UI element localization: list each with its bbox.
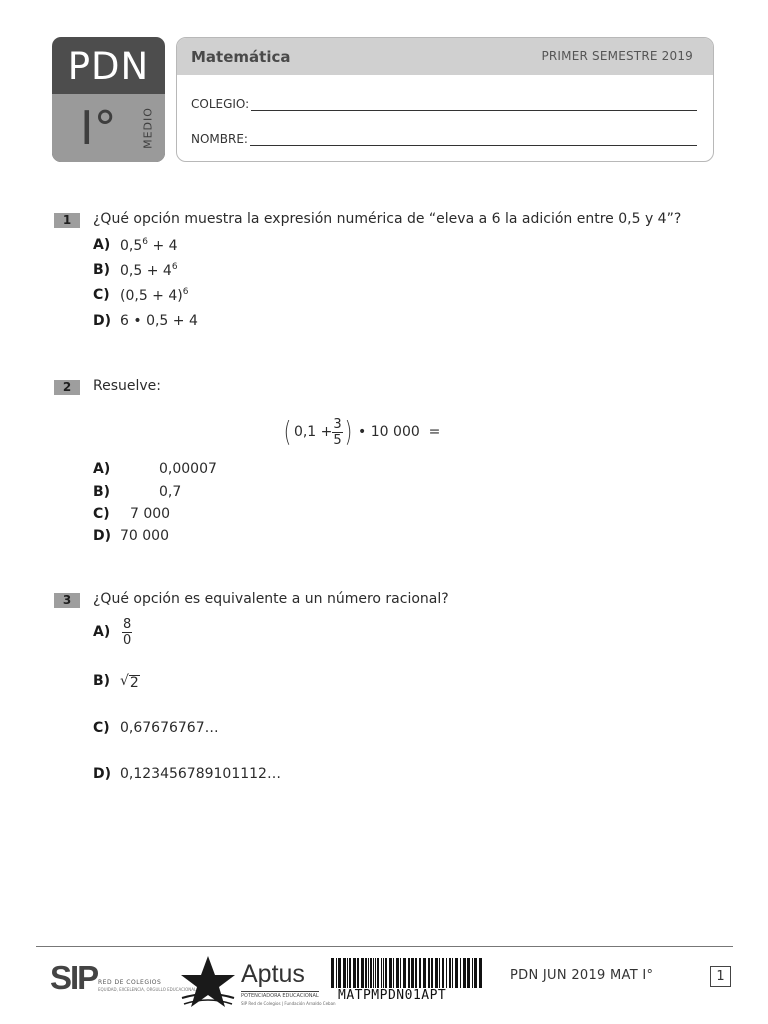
option-base: (0,5 + 4) <box>120 288 183 304</box>
aptus-subline: SIP Red de Colegios | Fundación Arnaldo Ceban <box>241 1001 336 1006</box>
barcode-stripe <box>393 958 394 988</box>
expression-rest: • 10 000 = <box>353 424 441 440</box>
grade-label: I° <box>80 101 117 155</box>
pdn-badge-level <box>52 94 165 162</box>
barcode-stripe <box>365 958 367 988</box>
barcode-stripe <box>331 958 334 988</box>
star-icon <box>178 954 238 1012</box>
barcode-stripe <box>396 958 399 988</box>
question-number-3: 3 <box>54 593 80 608</box>
semester-label: PRIMER SEMESTRE 2019 <box>541 49 693 63</box>
radical-sign: √ <box>120 673 129 689</box>
barcode-stripe <box>449 958 451 988</box>
barcode-stripe <box>343 958 346 988</box>
fraction-denominator: 0 <box>123 633 132 648</box>
barcode <box>330 958 484 988</box>
sip-logo-text: SIP <box>50 959 98 996</box>
level-label: MEDIO <box>141 107 155 149</box>
barcode-stripe <box>403 958 406 988</box>
option-letter: B) <box>93 484 111 500</box>
barcode-stripe <box>411 958 414 988</box>
q2-expression <box>282 412 440 452</box>
option-body: 0,67676767… <box>120 720 219 736</box>
option-letter: C) <box>93 287 110 303</box>
close-paren: ) <box>344 415 352 448</box>
option-letter: C) <box>93 506 110 522</box>
pdn-badge-title: PDN <box>67 45 150 88</box>
option-base: 0,5 <box>120 238 143 254</box>
barcode-stripe <box>423 958 426 988</box>
option-rest: + 4 <box>148 238 178 254</box>
option-body: 6 • 0,5 + 4 <box>120 313 198 329</box>
option-fraction <box>122 618 132 647</box>
barcode-stripe <box>361 958 364 988</box>
square-root <box>120 673 140 691</box>
option-body: 7 000 <box>130 506 171 522</box>
barcode-stripe <box>463 958 466 988</box>
barcode-stripe <box>400 958 401 988</box>
expression-term: 0,1 + <box>293 424 333 440</box>
option-body: 0,00007 <box>159 461 217 477</box>
barcode-stripe <box>419 958 421 988</box>
option-exponent: 6 <box>182 287 189 297</box>
option-exponent: 6 <box>171 262 178 272</box>
nombre-line[interactable] <box>250 134 697 146</box>
subject-title: Matemática <box>191 48 291 66</box>
option-exponent: 6 <box>142 237 148 247</box>
barcode-stripe <box>439 958 440 988</box>
barcode-stripe <box>389 958 392 988</box>
question-text-1: ¿Qué opción muestra la expresión numérica de “eleva a 6 la adición entre 0,5 y 4”? <box>93 211 682 227</box>
aptus-logo <box>178 954 336 1012</box>
barcode-stripe <box>442 958 444 988</box>
question-text-3: ¿Qué opción es equivalente a un número racional? <box>93 591 449 607</box>
option-letter: D) <box>93 766 112 782</box>
sip-subline: EQUIDAD, EXCELENCIA, ORGULLO EDUCACIONAL <box>98 987 197 992</box>
option-body <box>120 237 178 254</box>
option-letter: A) <box>93 461 111 477</box>
footer-divider <box>36 946 733 947</box>
barcode-stripe <box>375 958 376 988</box>
option-letter: B) <box>93 262 111 278</box>
barcode-stripe <box>357 958 359 988</box>
option-letter: D) <box>93 528 112 544</box>
option-letter: A) <box>93 237 111 253</box>
barcode-stripe <box>474 958 477 988</box>
option-letter: D) <box>93 313 112 329</box>
student-info-card <box>176 37 714 162</box>
info-card-header <box>177 38 713 75</box>
barcode-stripe <box>373 958 374 988</box>
fraction-numerator: 8 <box>123 617 132 632</box>
pdn-badge <box>52 37 165 162</box>
colegio-field[interactable] <box>191 93 697 111</box>
barcode-stripe <box>455 958 458 988</box>
barcode-stripe <box>446 958 447 988</box>
barcode-stripe <box>353 958 356 988</box>
nombre-label: NOMBRE: <box>191 132 248 146</box>
barcode-stripe <box>460 958 461 988</box>
barcode-stripe <box>347 958 348 988</box>
question-number-2: 2 <box>54 380 80 395</box>
barcode-text: MATPMPDN01APT <box>338 988 447 1003</box>
fraction-numerator: 3 <box>333 416 342 432</box>
barcode-stripe <box>428 958 430 988</box>
option-letter: C) <box>93 720 110 736</box>
colegio-label: COLEGIO: <box>191 97 250 111</box>
barcode-stripe <box>381 958 382 988</box>
barcode-stripe <box>431 958 433 988</box>
barcode-stripe <box>472 958 473 988</box>
barcode-stripe <box>452 958 453 988</box>
aptus-tagline: POTENCIADORA EDUCACIONAL <box>241 993 319 999</box>
barcode-stripe <box>370 958 372 988</box>
sip-tagline: RED DE COLEGIOS <box>98 979 162 986</box>
nombre-field[interactable] <box>191 128 697 146</box>
barcode-stripe <box>336 958 337 988</box>
question-number-1: 1 <box>54 213 80 228</box>
document-code: PDN JUN 2019 MAT I° <box>510 968 654 983</box>
option-body <box>120 262 178 279</box>
barcode-stripe <box>349 958 351 988</box>
option-body <box>122 618 132 647</box>
option-body: 0,7 <box>159 484 182 500</box>
barcode-stripe <box>368 958 369 988</box>
barcode-stripe <box>415 958 417 988</box>
fraction-denominator: 5 <box>333 432 342 448</box>
option-letter: A) <box>93 624 111 640</box>
barcode-stripe <box>383 958 384 988</box>
barcode-stripe <box>408 958 410 988</box>
open-paren: ( <box>283 415 292 448</box>
question-text-2: Resuelve: <box>93 378 161 394</box>
option-letter: B) <box>93 673 111 689</box>
aptus-logo-text: Aptus <box>241 960 305 988</box>
barcode-stripe <box>435 958 438 988</box>
option-body <box>120 287 188 304</box>
barcode-stripe <box>467 958 470 988</box>
barcode-stripe <box>338 958 341 988</box>
option-base: 0,5 + 4 <box>120 263 172 279</box>
barcode-stripe <box>377 958 379 988</box>
colegio-line[interactable] <box>251 99 697 111</box>
barcode-stripe <box>385 958 387 988</box>
expression-fraction <box>332 418 342 447</box>
barcode-stripe <box>479 958 482 988</box>
page-number: 1 <box>710 966 731 987</box>
option-body <box>120 673 140 691</box>
option-body: 0,123456789101112… <box>120 766 281 782</box>
option-body: 70 000 <box>120 528 169 544</box>
radicand: 2 <box>129 675 139 691</box>
